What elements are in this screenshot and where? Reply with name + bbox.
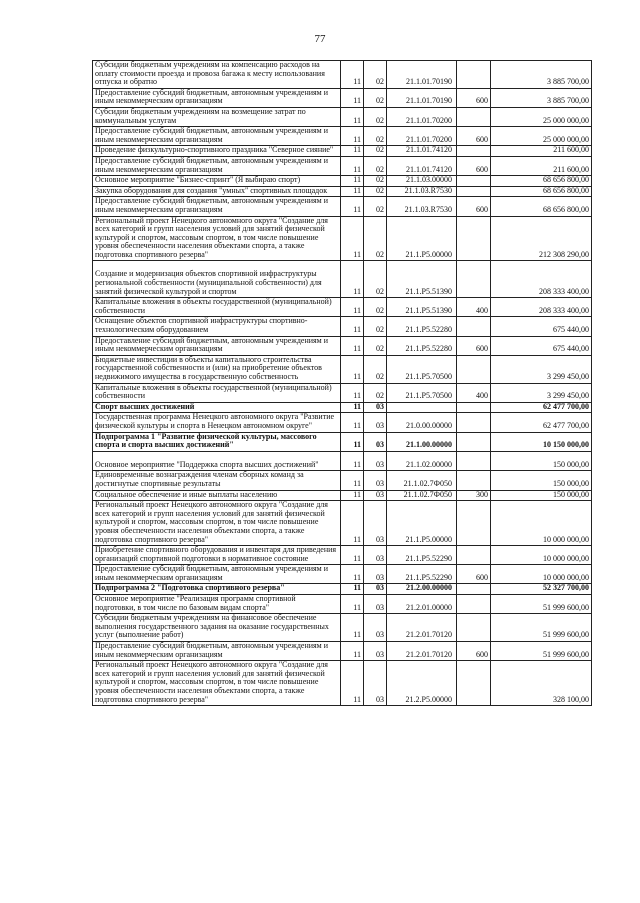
row-section-cell: 11: [341, 261, 364, 298]
row-expense-type-cell: [457, 546, 491, 565]
table-row: [93, 317, 592, 336]
row-section-cell: 11: [341, 432, 364, 451]
row-section-cell: 11: [341, 413, 364, 432]
table-row: [93, 595, 592, 614]
row-subsection-cell: 02: [364, 127, 387, 146]
table-row: [93, 216, 592, 261]
row-subsection-cell: 03: [364, 501, 387, 546]
row-target-code-cell: 21.1.01.74120: [387, 156, 457, 175]
row-subsection-cell: 03: [364, 595, 387, 614]
row-section-cell: 11: [341, 661, 364, 706]
row-expense-type-cell: [457, 107, 491, 126]
row-section-cell: 11: [341, 146, 364, 157]
row-subsection-cell: 02: [364, 261, 387, 298]
row-expense-type-cell: 600: [457, 88, 491, 107]
row-subsection-cell: 02: [364, 61, 387, 89]
row-subsection-cell: 03: [364, 490, 387, 501]
table-row: [93, 490, 592, 501]
row-section-cell: 11: [341, 642, 364, 661]
row-name-cell: Основное мероприятие "Поддержка спорта высших достижений": [93, 451, 341, 471]
row-amount-cell: 62 477 700,00: [491, 402, 592, 413]
row-target-code-cell: 21.1.P5.52280: [387, 317, 457, 336]
row-expense-type-cell: [457, 614, 491, 642]
row-name-cell: Создание и модернизация объектов спортивной инфраструктуры региональной собственности (муниципальной собственности) для занятий физической культурой и спортом: [93, 261, 341, 298]
row-target-code-cell: 21.1.03.R7530: [387, 197, 457, 216]
table-row: [93, 107, 592, 126]
table-row: [93, 584, 592, 595]
row-subsection-cell: 02: [364, 383, 387, 402]
row-name-cell: Социальное обеспечение и иные выплаты населению: [93, 490, 341, 501]
row-target-code-cell: 21.1.P5.51390: [387, 261, 457, 298]
row-target-code-cell: 21.1.P5.52290: [387, 565, 457, 584]
row-expense-type-cell: [457, 216, 491, 261]
row-amount-cell: 208 333 400,00: [491, 261, 592, 298]
row-name-cell: Подпрограмма 2 "Подготовка спортивного резерва": [93, 584, 341, 595]
row-expense-type-cell: 600: [457, 127, 491, 146]
row-expense-type-cell: [457, 317, 491, 336]
row-section-cell: 11: [341, 61, 364, 89]
row-section-cell: 11: [341, 490, 364, 501]
table-row: [93, 565, 592, 584]
row-section-cell: 11: [341, 471, 364, 490]
row-subsection-cell: 02: [364, 317, 387, 336]
row-section-cell: 11: [341, 355, 364, 383]
row-subsection-cell: 03: [364, 402, 387, 413]
row-subsection-cell: 03: [364, 614, 387, 642]
row-target-code-cell: 21.1.P5.51390: [387, 298, 457, 317]
table-row: [93, 146, 592, 157]
row-subsection-cell: 03: [364, 413, 387, 432]
row-name-cell: Предоставление субсидий бюджетным, автономным учреждениям и иным некоммерческим организациям: [93, 197, 341, 216]
row-name-cell: Субсидии бюджетным учреждениям на возмещение затрат по коммунальным услугам: [93, 107, 341, 126]
row-expense-type-cell: [457, 402, 491, 413]
table-row: [93, 614, 592, 642]
table-row: [93, 156, 592, 175]
row-section-cell: 11: [341, 595, 364, 614]
budget-table: [92, 60, 592, 706]
row-amount-cell: 3 885 700,00: [491, 88, 592, 107]
row-subsection-cell: 02: [364, 107, 387, 126]
table-row: [93, 355, 592, 383]
row-name-cell: Проведение физкультурно-спортивного праздника "Северное сияние": [93, 146, 341, 157]
row-target-code-cell: 21.1.02.00000: [387, 451, 457, 471]
row-section-cell: 11: [341, 197, 364, 216]
row-section-cell: 11: [341, 186, 364, 197]
row-subsection-cell: 02: [364, 146, 387, 157]
row-expense-type-cell: 400: [457, 298, 491, 317]
table-row: [93, 61, 592, 89]
row-target-code-cell: 21.2.01.70120: [387, 614, 457, 642]
row-amount-cell: 51 999 600,00: [491, 595, 592, 614]
row-amount-cell: 68 656 800,00: [491, 197, 592, 216]
row-amount-cell: 10 150 000,00: [491, 432, 592, 451]
row-subsection-cell: 02: [364, 197, 387, 216]
row-amount-cell: 208 333 400,00: [491, 298, 592, 317]
row-target-code-cell: 21.1.03.00000: [387, 176, 457, 187]
row-name-cell: Спорт высших достижений: [93, 402, 341, 413]
row-name-cell: Субсидии бюджетным учреждениям на финансовое обеспечение выполнения государственного задания на оказание государственных услуг (выполнение работ): [93, 614, 341, 642]
row-name-cell: Региональный проект Ненецкого автономного округа "Создание для всех категорий и групп населения условий для занятий физической культурой и спортом, массовым спортом, в том числе повышение уровня обеспеченности населения объектами спорта, а также подготовка спортивного резерва": [93, 216, 341, 261]
row-expense-type-cell: [457, 61, 491, 89]
row-name-cell: Предоставление субсидий бюджетным, автономным учреждениям и иным некоммерческим организациям: [93, 336, 341, 355]
row-name-cell: Закупка оборудования для создания "умных" спортивных площадок: [93, 186, 341, 197]
table-row: [93, 336, 592, 355]
table-row: [93, 546, 592, 565]
row-amount-cell: 675 440,00: [491, 317, 592, 336]
row-section-cell: 11: [341, 383, 364, 402]
row-expense-type-cell: 600: [457, 336, 491, 355]
row-subsection-cell: 03: [364, 565, 387, 584]
row-amount-cell: 10 000 000,00: [491, 546, 592, 565]
row-section-cell: 11: [341, 127, 364, 146]
row-amount-cell: 328 100,00: [491, 661, 592, 706]
row-expense-type-cell: [457, 595, 491, 614]
table-row: [93, 186, 592, 197]
row-subsection-cell: 02: [364, 176, 387, 187]
row-name-cell: Предоставление субсидий бюджетным, автономным учреждениям и иным некоммерческим организациям: [93, 642, 341, 661]
row-amount-cell: 150 000,00: [491, 451, 592, 471]
table-row: [93, 176, 592, 187]
row-section-cell: 11: [341, 156, 364, 175]
table-row: [93, 127, 592, 146]
row-amount-cell: 211 600,00: [491, 146, 592, 157]
row-target-code-cell: 21.1.P5.70500: [387, 383, 457, 402]
row-name-cell: Капитальные вложения в объекты государственной (муниципальной) собственности: [93, 298, 341, 317]
row-amount-cell: 25 000 000,00: [491, 107, 592, 126]
table-row: [93, 88, 592, 107]
row-subsection-cell: 03: [364, 642, 387, 661]
row-subsection-cell: 02: [364, 355, 387, 383]
row-subsection-cell: 02: [364, 186, 387, 197]
row-section-cell: 11: [341, 584, 364, 595]
row-name-cell: Предоставление субсидий бюджетным, автономным учреждениям и иным некоммерческим организациям: [93, 127, 341, 146]
row-section-cell: 11: [341, 88, 364, 107]
row-target-code-cell: 21.1.01.70190: [387, 61, 457, 89]
row-target-code-cell: 21.1.P5.00000: [387, 501, 457, 546]
row-expense-type-cell: [457, 146, 491, 157]
table-row: [93, 402, 592, 413]
row-amount-cell: 3 299 450,00: [491, 355, 592, 383]
row-amount-cell: 150 000,00: [491, 490, 592, 501]
row-target-code-cell: 21.1.00.00000: [387, 432, 457, 451]
row-amount-cell: 3 299 450,00: [491, 383, 592, 402]
row-target-code-cell: [387, 402, 457, 413]
row-amount-cell: 62 477 700,00: [491, 413, 592, 432]
row-target-code-cell: 21.2.01.70120: [387, 642, 457, 661]
row-name-cell: Предоставление субсидий бюджетным, автономным учреждениям и иным некоммерческим организациям: [93, 156, 341, 175]
table-row: [93, 413, 592, 432]
row-expense-type-cell: [457, 355, 491, 383]
row-expense-type-cell: [457, 413, 491, 432]
row-name-cell: Оснащение объектов спортивной инфраструктуры спортивно-технологическим оборудованием: [93, 317, 341, 336]
row-target-code-cell: 21.0.00.00000: [387, 413, 457, 432]
row-section-cell: 11: [341, 501, 364, 546]
row-amount-cell: 52 327 700,00: [491, 584, 592, 595]
row-expense-type-cell: [457, 661, 491, 706]
row-expense-type-cell: [457, 451, 491, 471]
row-name-cell: Приобретение спортивного оборудования и инвентаря для приведения организаций спортивной подготовки в нормативное состояние: [93, 546, 341, 565]
row-expense-type-cell: [457, 186, 491, 197]
row-target-code-cell: 21.1.02.7Ф050: [387, 471, 457, 490]
row-target-code-cell: 21.1.P5.52290: [387, 546, 457, 565]
row-expense-type-cell: [457, 432, 491, 451]
row-name-cell: Субсидии бюджетным учреждениям на компенсацию расходов на оплату стоимости проезда и провоза багажа к месту использования отпуска и обратно: [93, 61, 341, 89]
row-expense-type-cell: 600: [457, 565, 491, 584]
row-name-cell: Региональный проект Ненецкого автономного округа "Создание для всех категорий и групп населения условий для занятий физической культурой и спортом, массовым спортом, в том числе повышение уровня обеспеченности населения объектами спорта, а также подготовка спортивного резерва": [93, 661, 341, 706]
row-subsection-cell: 03: [364, 661, 387, 706]
row-expense-type-cell: 400: [457, 383, 491, 402]
row-name-cell: Государственная программа Ненецкого автономного округа "Развитие физической культуры и спорта в Ненецком автономном округе": [93, 413, 341, 432]
row-name-cell: Предоставление субсидий бюджетным, автономным учреждениям и иным некоммерческим организациям: [93, 565, 341, 584]
row-target-code-cell: 21.1.01.70200: [387, 127, 457, 146]
row-subsection-cell: 02: [364, 336, 387, 355]
row-name-cell: Подпрограмма 1 "Развитие физической культуры, массового спорта и спорта высших достижений": [93, 432, 341, 451]
row-section-cell: 11: [341, 402, 364, 413]
row-amount-cell: 68 656 800,00: [491, 176, 592, 187]
row-subsection-cell: 02: [364, 216, 387, 261]
row-subsection-cell: 03: [364, 584, 387, 595]
row-amount-cell: 3 885 700,00: [491, 61, 592, 89]
row-section-cell: 11: [341, 216, 364, 261]
row-amount-cell: 150 000,00: [491, 471, 592, 490]
row-section-cell: 11: [341, 565, 364, 584]
row-amount-cell: 211 600,00: [491, 156, 592, 175]
row-section-cell: 11: [341, 176, 364, 187]
page-number: 77: [314, 33, 326, 45]
row-name-cell: Капитальные вложения в объекты государственной (муниципальной) собственности: [93, 383, 341, 402]
table-row: [93, 661, 592, 706]
row-subsection-cell: 03: [364, 451, 387, 471]
row-amount-cell: 68 656 800,00: [491, 186, 592, 197]
row-amount-cell: 212 308 290,00: [491, 216, 592, 261]
row-expense-type-cell: [457, 261, 491, 298]
row-expense-type-cell: [457, 176, 491, 187]
row-target-code-cell: 21.1.01.70200: [387, 107, 457, 126]
row-name-cell: Единовременные вознаграждения членам сборных команд за достигнутые спортивные результаты: [93, 471, 341, 490]
row-target-code-cell: 21.2.01.00000: [387, 595, 457, 614]
row-section-cell: 11: [341, 107, 364, 126]
row-name-cell: Основное мероприятие "Бизнес-спринт" (Я выбираю спорт): [93, 176, 341, 187]
row-target-code-cell: 21.2.P5.00000: [387, 661, 457, 706]
table-row: [93, 261, 592, 298]
row-name-cell: Предоставление субсидий бюджетным, автономным учреждениям и иным некоммерческим организациям: [93, 88, 341, 107]
row-amount-cell: 10 000 000,00: [491, 501, 592, 546]
row-section-cell: 11: [341, 317, 364, 336]
row-expense-type-cell: [457, 584, 491, 595]
row-target-code-cell: 21.1.01.70190: [387, 88, 457, 107]
row-expense-type-cell: 600: [457, 197, 491, 216]
table-row: [93, 383, 592, 402]
table-row: [93, 642, 592, 661]
row-expense-type-cell: 600: [457, 156, 491, 175]
row-name-cell: Основное мероприятие "Реализация программ спортивной подготовки, в том числе по базовым видам спорта": [93, 595, 341, 614]
row-name-cell: Региональный проект Ненецкого автономного округа "Создание для всех категорий и групп населения условий для занятий физической культурой и спортом, массовым спортом, в том числе повышение уровня обеспеченности населения объектами спорта, а также подготовка спортивного резерва": [93, 501, 341, 546]
row-name-cell: Бюджетные инвестиции в объекты капитального строительства государственной собственности и (или) на приобретение объектов недвижимого имущества в государственную собственность: [93, 355, 341, 383]
row-subsection-cell: 02: [364, 156, 387, 175]
row-amount-cell: 51 999 600,00: [491, 614, 592, 642]
row-section-cell: 11: [341, 546, 364, 565]
row-subsection-cell: 02: [364, 88, 387, 107]
row-subsection-cell: 03: [364, 546, 387, 565]
row-amount-cell: 675 440,00: [491, 336, 592, 355]
row-target-code-cell: 21.1.P5.00000: [387, 216, 457, 261]
row-section-cell: 11: [341, 451, 364, 471]
row-amount-cell: 25 000 000,00: [491, 127, 592, 146]
row-subsection-cell: 02: [364, 298, 387, 317]
row-amount-cell: 51 999 600,00: [491, 642, 592, 661]
row-target-code-cell: 21.2.00.00000: [387, 584, 457, 595]
row-target-code-cell: 21.1.03.R7530: [387, 186, 457, 197]
row-target-code-cell: 21.1.P5.70500: [387, 355, 457, 383]
row-target-code-cell: 21.1.P5.52280: [387, 336, 457, 355]
row-amount-cell: 10 000 000,00: [491, 565, 592, 584]
table-row: [93, 501, 592, 546]
table-row: [93, 451, 592, 471]
table-row: [93, 471, 592, 490]
row-expense-type-cell: [457, 471, 491, 490]
row-subsection-cell: 03: [364, 432, 387, 451]
row-expense-type-cell: [457, 501, 491, 546]
row-target-code-cell: 21.1.01.74120: [387, 146, 457, 157]
row-expense-type-cell: 300: [457, 490, 491, 501]
table-row: [93, 298, 592, 317]
row-section-cell: 11: [341, 298, 364, 317]
row-section-cell: 11: [341, 614, 364, 642]
row-expense-type-cell: 600: [457, 642, 491, 661]
row-subsection-cell: 03: [364, 471, 387, 490]
row-target-code-cell: 21.1.02.7Ф050: [387, 490, 457, 501]
table-row: [93, 197, 592, 216]
table-row: [93, 432, 592, 451]
row-section-cell: 11: [341, 336, 364, 355]
